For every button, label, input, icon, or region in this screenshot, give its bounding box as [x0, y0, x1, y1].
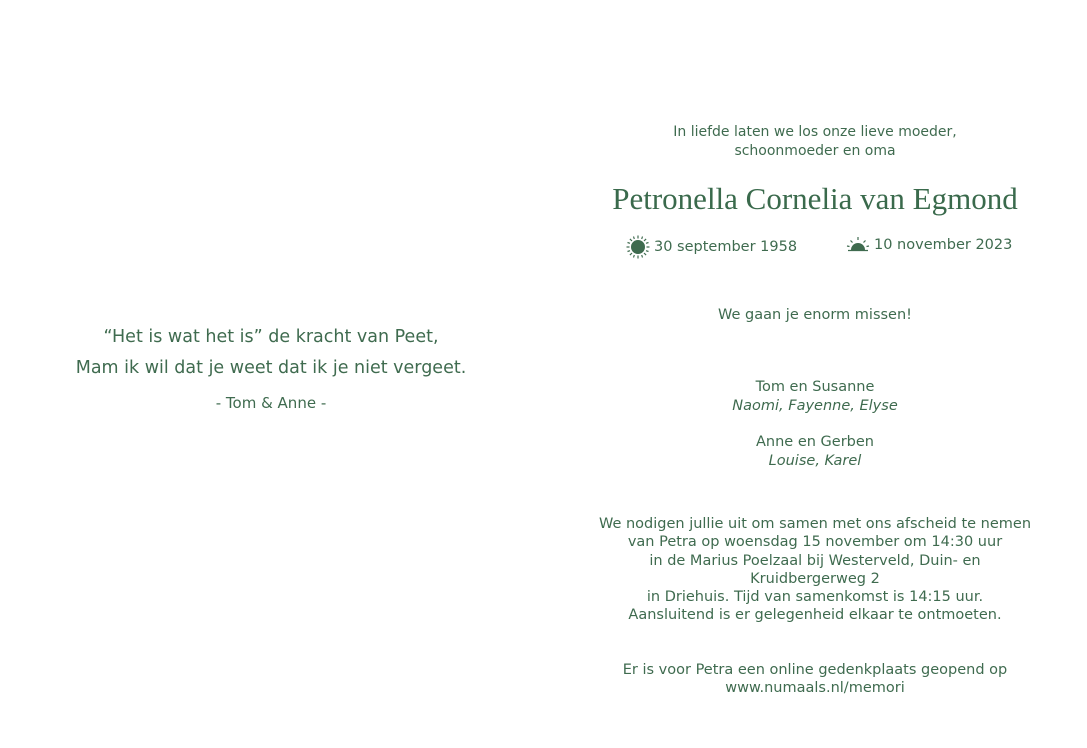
- quote-signature: - Tom & Anne -: [215, 394, 327, 412]
- birth-date-text: 30 september 1958: [654, 239, 798, 255]
- invitation-text: [590, 515, 1040, 625]
- sun-icon: [626, 235, 650, 259]
- birth-date: [626, 235, 797, 259]
- quote-line-1: “Het is wat het is” de kracht van Peet,: [103, 327, 439, 347]
- family-group: [590, 378, 1040, 415]
- miss-text: We gaan je enorm missen!: [718, 307, 912, 323]
- announcement-panel: [590, 123, 1040, 698]
- family-group: [590, 433, 1040, 470]
- online-memorial: [590, 661, 1040, 698]
- invitation-line: van Petra op woensdag 15 november om 14:30 uur: [627, 534, 1003, 551]
- invitation-line: in de Marius Poelzaal bij Westerveld, Duin- en Kruidbergerweg 2: [649, 552, 981, 587]
- death-date-text: 10 november 2023: [874, 237, 1013, 253]
- quote-line-2: Mam ik wil dat je weet dat ik je niet vergeet.: [75, 358, 467, 378]
- family-children: Naomi, Fayenne, Elyse: [732, 397, 898, 414]
- death-date: [846, 235, 1012, 255]
- intro-line-2: schoonmoeder en oma: [734, 143, 896, 159]
- family-names: Anne en Gerben: [756, 434, 874, 450]
- deceased-name: Petronella Cornelia van Egmond: [612, 181, 1018, 216]
- family-children: Louise, Karel: [768, 452, 862, 469]
- invitation-line: We nodigen jullie uit om samen met ons afscheid te nemen: [598, 516, 1032, 532]
- online-url[interactable]: www.numaals.nl/memori: [725, 680, 905, 697]
- family-list: [590, 378, 1040, 470]
- dates-row: [590, 231, 1040, 261]
- invitation-line: Aansluitend is er gelegenheid elkaar te ontmoeten.: [628, 607, 1002, 624]
- family-names: Tom en Susanne: [755, 379, 875, 395]
- invitation-line: in Driehuis. Tijd van samenkomst is 14:15 uur.: [646, 589, 984, 606]
- intro-text: [590, 123, 1040, 161]
- sunset-icon: [846, 235, 870, 255]
- intro-line-1: In liefde laten we los onze lieve moeder,: [673, 124, 957, 140]
- quote-panel: [40, 322, 502, 412]
- online-line-1: Er is voor Petra een online gedenkplaats geopend op: [622, 661, 1008, 678]
